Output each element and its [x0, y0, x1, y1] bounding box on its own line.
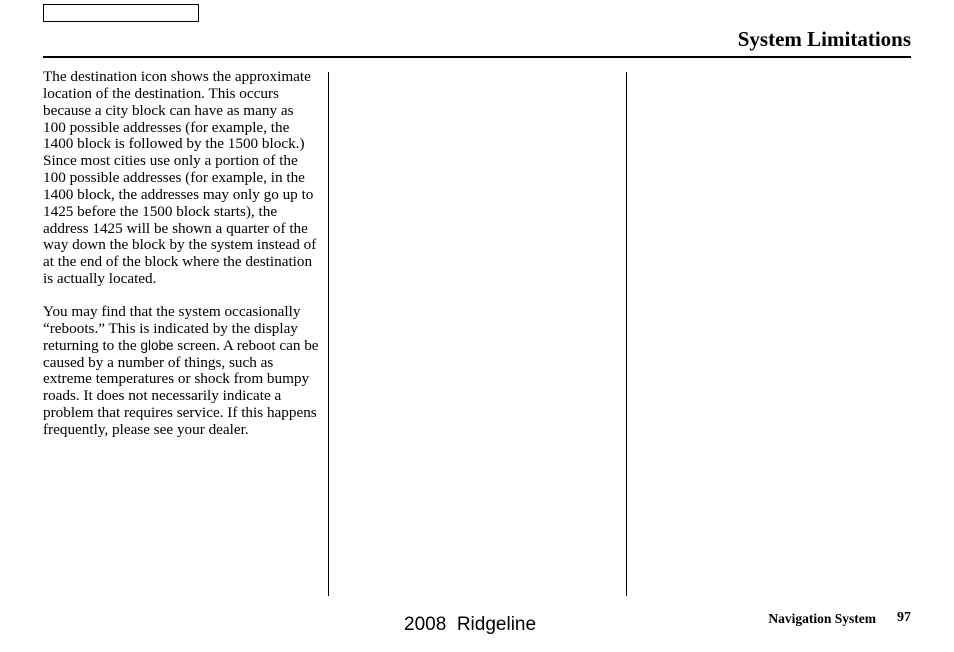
page-number: 97: [897, 610, 911, 625]
paragraph-text-after-term: screen. A reboot can be caused by a number of things, such as extreme temperatures or shock from bumpy roads. It does not necessarily indicate a problem that requires service. If this happens frequently, please see your dealer.: [43, 336, 319, 438]
paragraph-text-before-term: You may find that the system occasionally “reboots.” This is indicated by the display returning to the: [43, 302, 301, 354]
page-title: System Limitations: [737, 27, 911, 51]
body-text-column: [43, 69, 319, 455]
globe-screen-term: globe: [140, 337, 174, 353]
footer-section-name: Navigation System: [768, 611, 876, 626]
header-rule: [43, 56, 911, 58]
column-divider-right: [626, 72, 627, 596]
body-paragraph-destination-icon: The destination icon shows the approximate location of the destination. This occurs because a city block can have as many as 100 possible addresses (for example, the 1400 block is followed by the 1500 block.) Since most cities use only a portion of the 100 possible addresses (for example, in the 1400 block, the addresses may only go up to 1425 before the 1500 block starts), the address 1425 will be shown a quarter of the way down the block by the system instead of at the end of the block where the destination is actually located.: [43, 68, 317, 288]
vehicle-model-label: 2008 Ridgeline: [404, 614, 537, 635]
column-divider-left: [328, 72, 329, 596]
body-paragraph-reboots: [43, 304, 319, 439]
chapter-tab-box: [43, 4, 199, 22]
